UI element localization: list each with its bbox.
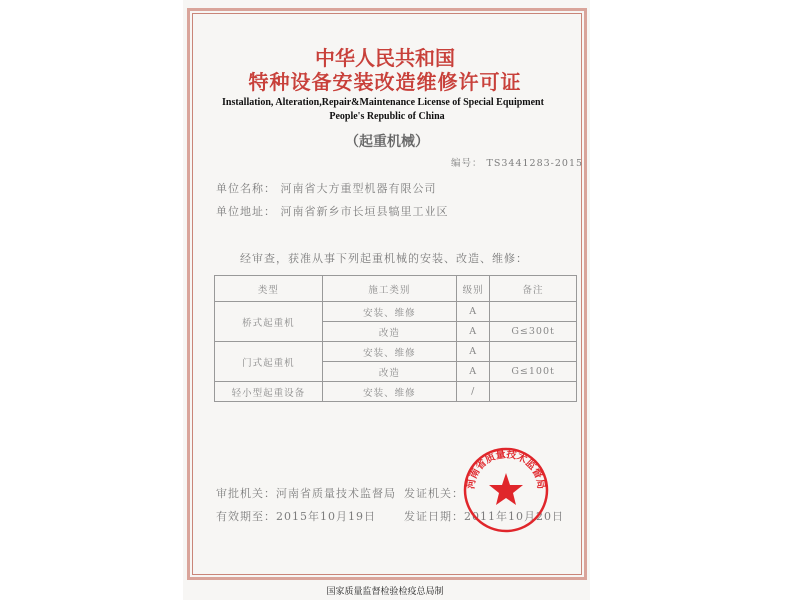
remark-cell [490, 382, 577, 402]
intro-text: 经审查，获准从事下列起重机械的安装、改造、维修： [240, 252, 528, 265]
title-en-line1: Installation, Alteration,Repair&Maintenance License of Special Equipment [222, 97, 544, 108]
approval-authority: 审批机关：河南省质量技术监督局 [216, 487, 396, 500]
license-number: 编号： TS3441283-2015 [451, 158, 584, 169]
table-row [215, 302, 577, 322]
remark-cell: G≤100t [490, 362, 577, 382]
level-cell: A [457, 322, 490, 342]
issuing-authority: 发证机关： [404, 487, 464, 500]
table-row [215, 342, 577, 362]
work-cell: 安装、维修 [322, 342, 457, 362]
work-cell: 改造 [322, 322, 457, 342]
header-remarks: 备注 [490, 276, 577, 302]
work-cell: 改造 [322, 362, 457, 382]
official-seal [463, 447, 549, 533]
remark-cell [490, 342, 577, 362]
header-type: 类型 [215, 276, 323, 302]
remark-cell [490, 302, 577, 322]
header-level: 级别 [457, 276, 490, 302]
svg-text:河南省质量技术监督局: 河南省质量技术监督局 [465, 449, 547, 490]
level-cell: A [457, 342, 490, 362]
unit-name: 单位名称： 河南省大方重型机器有限公司 [216, 182, 437, 195]
category-label: （起重机械） [345, 134, 429, 150]
issue-date: 发证日期：2011年10月20日 [404, 510, 564, 523]
unit-address: 单位地址： 河南省新乡市长垣县犒里工业区 [216, 205, 449, 218]
type-cell: 门式起重机 [215, 342, 323, 382]
title-cn-line1: 中华人民共和国 [315, 46, 455, 70]
valid-until: 有效期至：2015年10月19日 [216, 510, 376, 523]
type-cell: 桥式起重机 [215, 302, 323, 342]
level-cell: / [457, 382, 490, 402]
title-cn-line2: 特种设备安装改造维修许可证 [248, 70, 522, 94]
work-cell: 安装、维修 [322, 382, 457, 402]
permit-table [214, 275, 577, 402]
header-work-category: 施工类别 [322, 276, 457, 302]
title-en-line2: People's Republic of China [329, 111, 445, 122]
footer-issuer: 国家质量监督检验检疫总局制 [326, 587, 444, 597]
work-cell: 安装、维修 [322, 302, 457, 322]
type-cell: 轻小型起重设备 [215, 382, 323, 402]
table-header-row [215, 276, 577, 302]
level-cell: A [457, 302, 490, 322]
remark-cell: G≤300t [490, 322, 577, 342]
table-row [215, 382, 577, 402]
level-cell: A [457, 362, 490, 382]
star-icon [489, 473, 523, 505]
